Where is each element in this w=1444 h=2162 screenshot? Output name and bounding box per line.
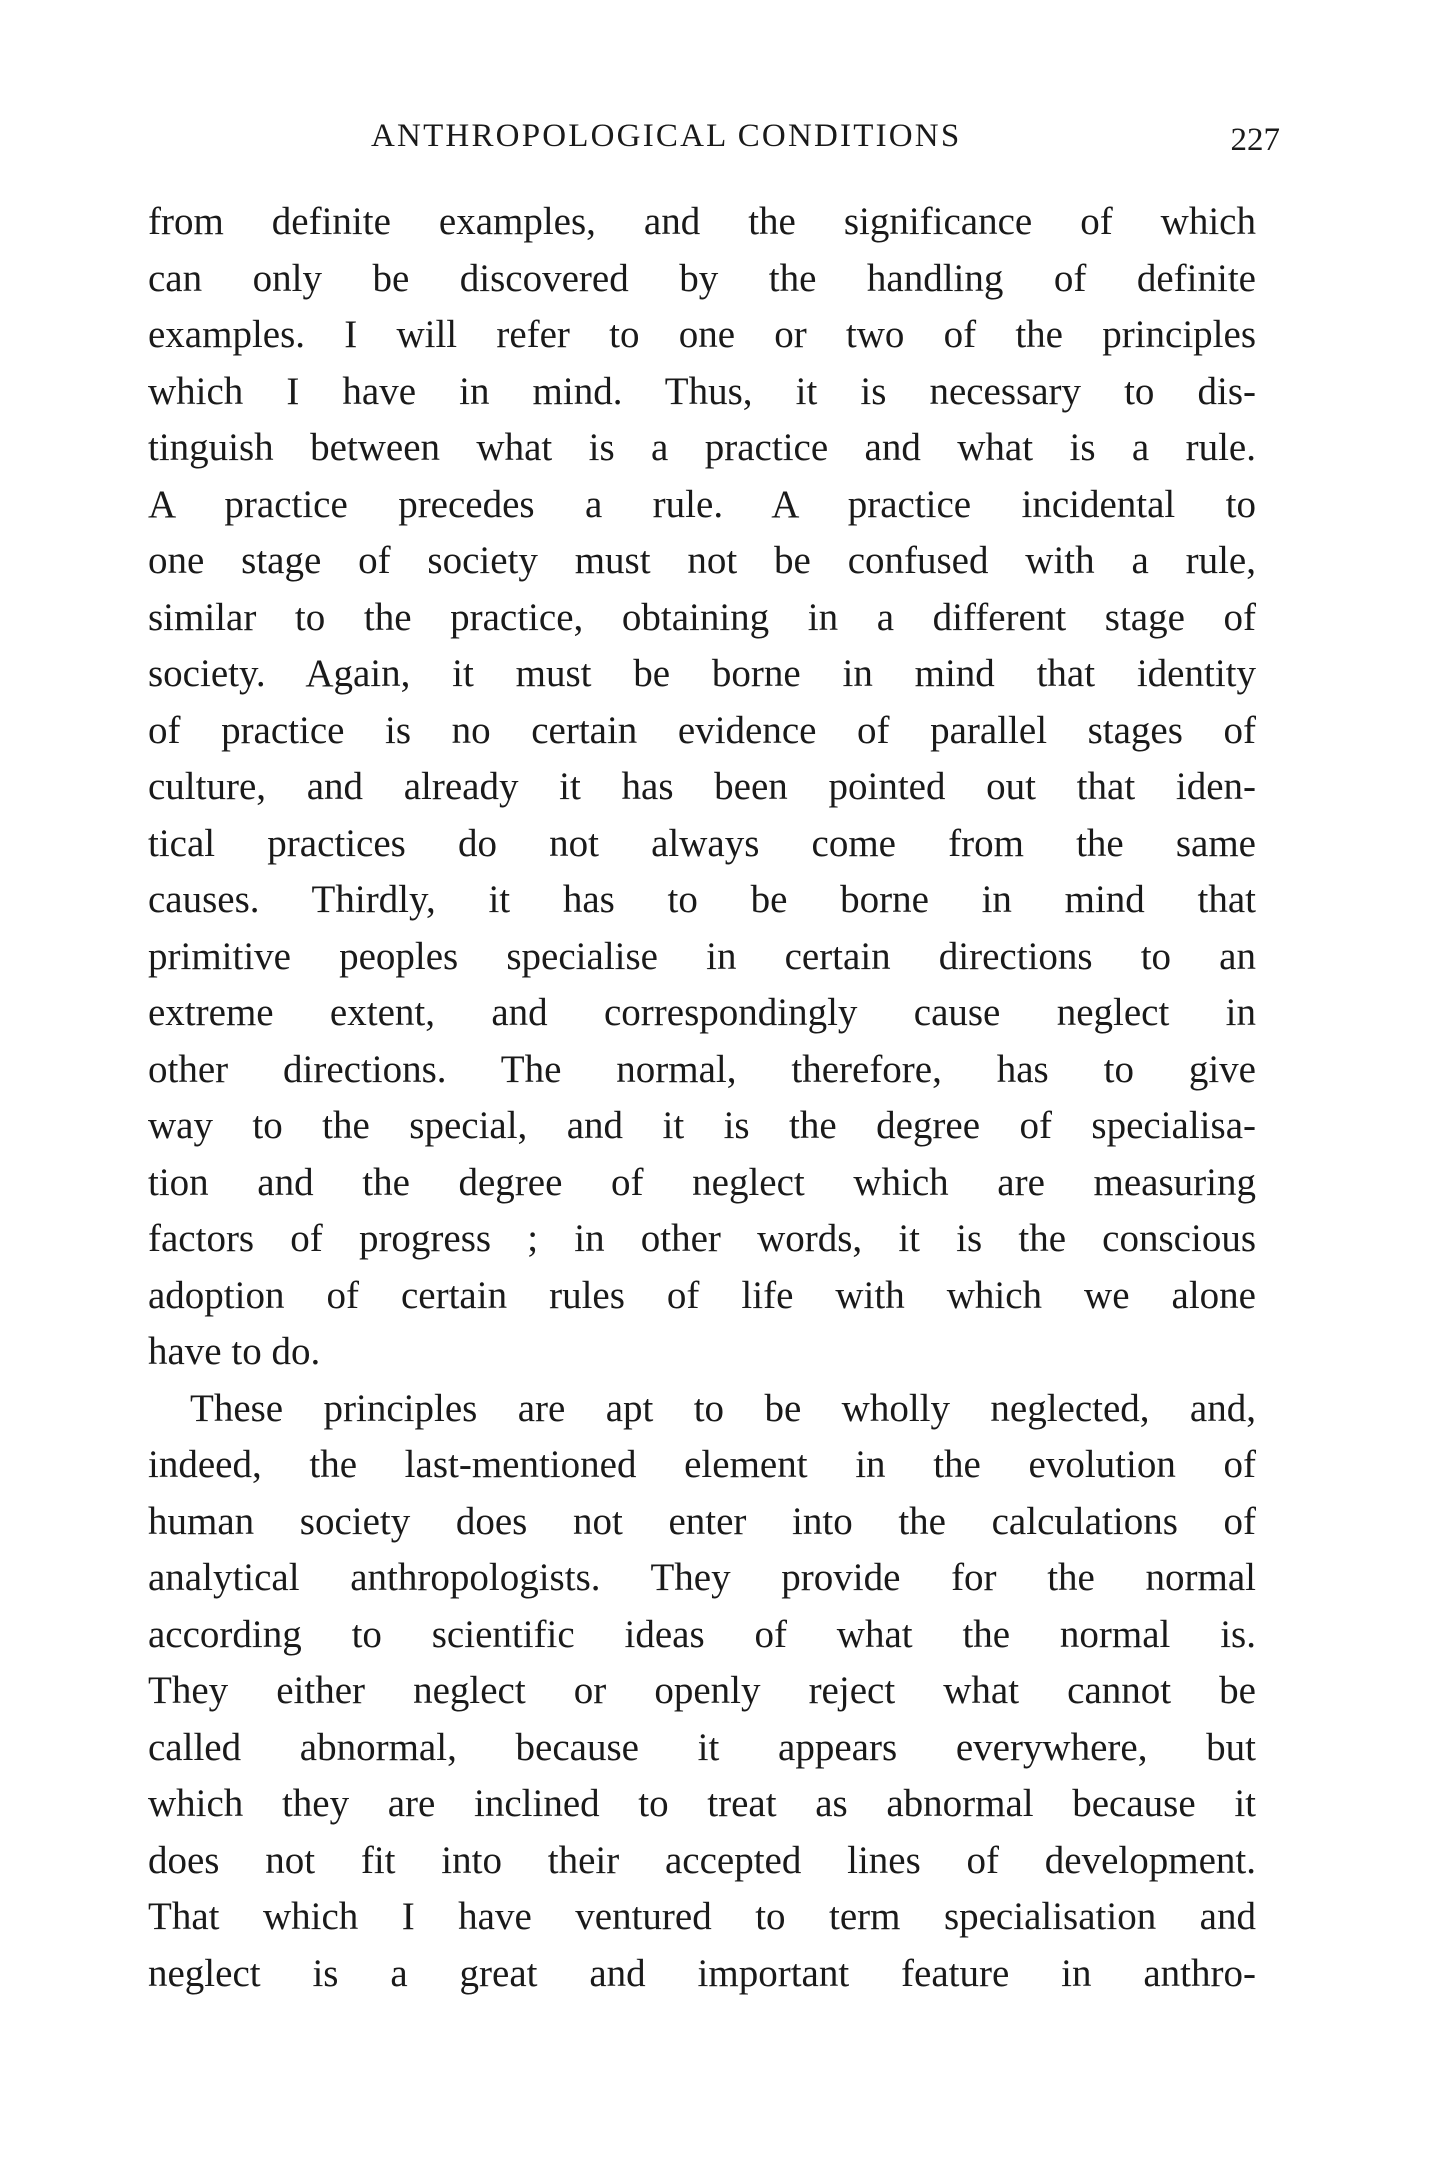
text-line: other directions. The normal, therefore, has to give — [148, 1047, 1256, 1091]
running-title: ANTHROPOLOGICAL CONDITIONS — [371, 118, 962, 154]
text-line: does not fit into their accepted lines of development. — [148, 1838, 1256, 1882]
text-line: These principles are apt to be wholly neglected, and, — [190, 1386, 1256, 1430]
text-line: A practice precedes a rule. A practice incidental to — [148, 482, 1256, 526]
text-line: from definite examples, and the significance of which — [148, 200, 1256, 243]
text-line: They either neglect or openly reject what cannot be — [148, 1669, 1256, 1712]
text-line: which they are inclined to treat as abnormal because it — [148, 1782, 1256, 1825]
text-line: That which I have ventured to term specialisation and — [148, 1895, 1256, 1938]
text-line: way to the special, and it is the degree of specialisa- — [148, 1104, 1256, 1147]
text-line: causes. Thirdly, it has to be borne in mind that — [148, 878, 1256, 921]
text-line: examples. I will refer to one or two of the principles — [148, 313, 1256, 356]
text-line: analytical anthropologists. They provide for the normal — [148, 1556, 1256, 1599]
text-line: extreme extent, and correspondingly cause neglect in — [148, 991, 1256, 1034]
text-line: tion and the degree of neglect which are measuring — [148, 1160, 1256, 1204]
text-line: have to do. — [148, 1330, 321, 1373]
page-header — [148, 118, 1280, 168]
text-line: primitive peoples specialise in certain directions to an — [148, 934, 1256, 978]
text-line: factors of progress ; in other words, it is the conscious — [148, 1217, 1256, 1260]
paragraph — [148, 1381, 1256, 2003]
text-line: indeed, the last-mentioned element in the evolution of — [148, 1443, 1256, 1486]
text-line: human society does not enter into the calculations of — [148, 1499, 1256, 1543]
page-number: 227 — [1230, 122, 1280, 158]
text-line: of practice is no certain evidence of parallel stages of — [148, 708, 1256, 752]
text-line: according to scientific ideas of what the normal is. — [148, 1612, 1256, 1656]
text-line: neglect is a great and important feature in anthro- — [148, 1951, 1256, 1995]
text-line: which I have in mind. Thus, it is necessary to dis- — [148, 369, 1256, 413]
text-line: society. Again, it must be borne in mind that identity — [148, 652, 1256, 695]
body-text — [148, 194, 1256, 2002]
text-line: tinguish between what is a practice and what is a rule. — [148, 426, 1256, 469]
text-line: called abnormal, because it appears everywhere, but — [148, 1725, 1256, 1769]
text-line: culture, and already it has been pointed out that iden- — [148, 765, 1256, 808]
text-line: similar to the practice, obtaining in a different stage of — [148, 595, 1256, 639]
text-line: tical practices do not always come from the same — [148, 821, 1256, 865]
text-line: one stage of society must not be confused with a rule, — [148, 539, 1256, 582]
text-line: can only be discovered by the handling of definite — [148, 256, 1256, 300]
text-line: adoption of certain rules of life with which we alone — [148, 1273, 1256, 1317]
paragraph — [148, 194, 1256, 1381]
